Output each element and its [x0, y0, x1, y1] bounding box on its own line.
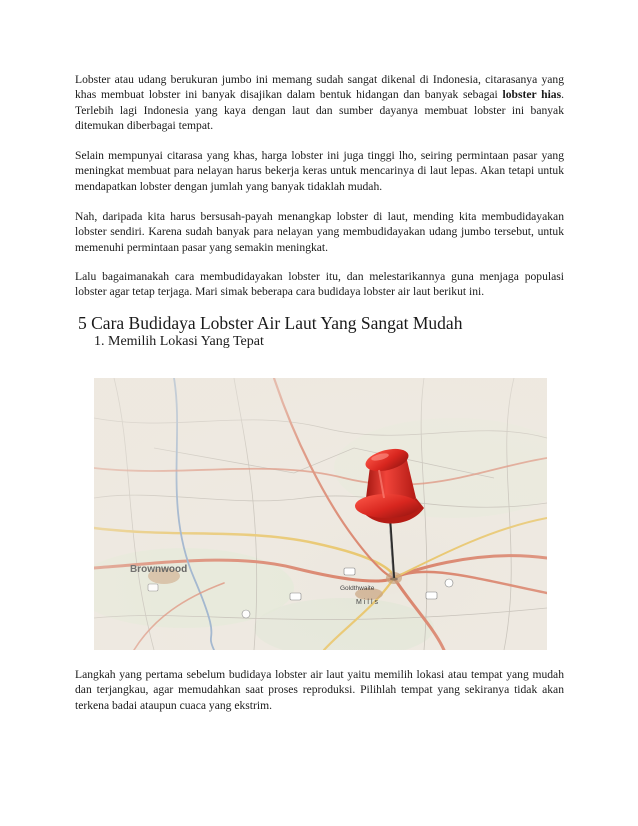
map-photo	[94, 378, 547, 650]
paragraph-cultivate: Nah, daripada kita harus bersusah-payah menangkap lobster di laut, mending kita membudidayakan lobster sendiri. Karena sudah banyak para nelayan yang membudidayakan udang jumbo tersebut, untuk memenuhi permintaan pasar yang semakin meningkat.	[75, 210, 564, 254]
section-heading: 5 Cara Budidaya Lobster Air Laut Yang Sangat Mudah	[78, 313, 463, 333]
intro-paragraph	[75, 72, 564, 134]
closing-paragraph: Langkah yang pertama sebelum budidaya lobster air laut yaitu memilih lokasi atau tempat yang mudah dan terjangkau, agar memudahkan saat proses reproduksi. Pilihlah tempat yang sekiranya tidak akan terkena badai ataupun cuaca yang ekstrim.	[75, 668, 564, 712]
lobster-hias-bold: lobster hias	[502, 88, 562, 102]
map-illustration	[94, 378, 547, 650]
intro-text: Lobster atau udang berukuran jumbo ini memang sudah sangat dikenal di Indonesia, citarasanya yang khas membuat lobster ini banyak disajikan dalam bentuk hidangan dan banyak sebagai	[75, 73, 564, 102]
focus-blur-overlay	[94, 378, 547, 650]
paragraph-price: Selain mempunyai citarasa yang khas, harga lobster ini juga tinggi lho, seiring permintaan pasar yang meningkat membuat para nelayan harus bekerja keras untuk mencarinya di laut lepas. Akan tetapi untuk mendapatkan lobster dengan jumlah yang banyak tidaklah mudah.	[75, 149, 564, 193]
intro-text-end: . Terlebih lagi Indonesia yang kaya dengan laut dan sumber dayanya membuat lobster ini banyak ditemukan diberbagai tempat.	[75, 88, 565, 133]
step-heading: 1. Memilih Lokasi Yang Tepat	[94, 334, 264, 349]
paragraph-how: Lalu bagaimanakah cara membudidayakan lobster itu, dan melestarikannya guna menjaga populasi lobster agar tetap terjaga. Mari simak beberapa cara budidaya lobster air laut berikut ini.	[75, 270, 564, 299]
